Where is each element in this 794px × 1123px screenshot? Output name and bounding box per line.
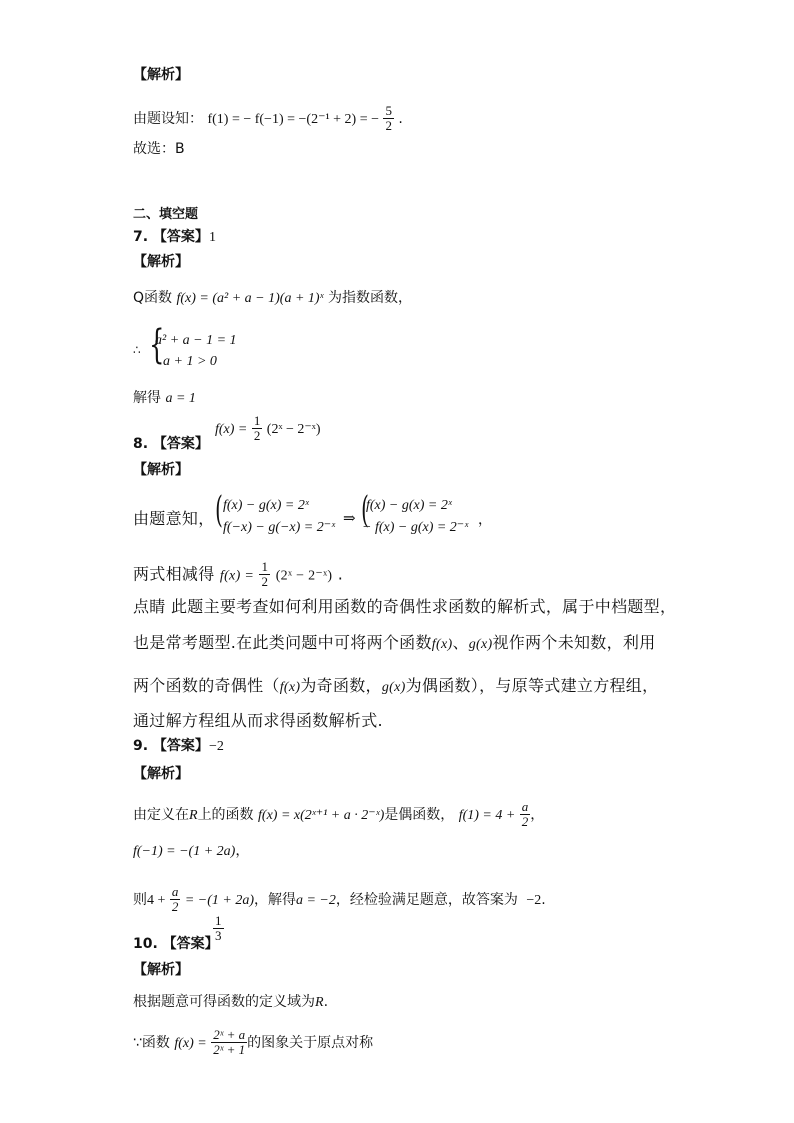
q9-line: 则4 + $\frac{a}{2}$ = −(1 + 2a)，解得a = −2，经检验满足题意，故答案为 −2. xyxy=(133,884,546,915)
therefore-symbol: ∴ xyxy=(133,343,141,357)
comment-line: 点睛 此题主要考查如何利用函数的奇偶性求函数的解析式，属于中档题型， xyxy=(133,597,677,616)
analysis-heading: 【解析】 xyxy=(133,67,189,83)
q7-analysis-heading: 【解析】 xyxy=(133,254,189,270)
q9-answer-line xyxy=(133,738,224,756)
formula: f(x) = xyxy=(219,568,255,584)
q10-line: ∵函数 f(x) = $\frac{\text{2ˣ + a}}{\text{2ˣ + 1}}$ 的图象关于原点对称 xyxy=(133,1027,374,1058)
formula: a = 1 xyxy=(165,391,196,406)
q9-line: f(−1) = −(1 + 2a)， xyxy=(133,843,250,859)
q8-line-text: 由题意知， xyxy=(133,509,215,528)
q9-analysis-heading: 【解析】 xyxy=(133,766,189,782)
text: 为指数函数， xyxy=(327,290,412,306)
q10-answer-line xyxy=(133,936,219,953)
system-brace: ( xyxy=(215,490,223,531)
text: Q函数 xyxy=(133,290,173,306)
system-eq-1: f(x) − g(x) = 2ˣ xyxy=(223,498,309,513)
q7-line xyxy=(133,290,412,308)
text: . xyxy=(398,110,403,127)
analysis-line xyxy=(133,104,403,134)
text: ， xyxy=(478,513,492,528)
system-eq-1: a² + a − 1 = 1 xyxy=(155,333,237,348)
comment-line: 也是常考题型.在此类问题中可将两个函数f(x)、g(x)视作两个未知数，利用 xyxy=(133,633,656,652)
choice-line: 故选：B xyxy=(133,141,185,157)
answer-label: 9. 【答案】 xyxy=(133,738,209,754)
answer-value: 1 xyxy=(208,230,216,245)
answer-label: 10. 【答案】 xyxy=(133,936,219,952)
system-eq-2: a + 1 > 0 xyxy=(163,354,217,369)
answer-label: 8. 【答案】 xyxy=(133,436,209,452)
text: 由题设知： xyxy=(133,110,203,127)
system-eq-2: − f(x) − g(x) = 2⁻ˣ xyxy=(362,520,469,535)
system-eq-2: f(−x) − g(−x) = 2⁻ˣ xyxy=(223,520,336,535)
fraction: $\frac{1}{2}$ xyxy=(261,559,269,590)
implies-symbol: ⇒ xyxy=(343,511,356,527)
q10-analysis-heading: 【解析】 xyxy=(133,962,189,978)
formula: f(1) = − f(−1) = −(2⁻¹ + 2) = − xyxy=(207,111,380,127)
text: 解得 xyxy=(133,390,161,406)
formula: f(x) = (a² + a − 1)(a + 1)ˣ xyxy=(176,291,324,306)
text: 两式相减得 xyxy=(133,564,215,584)
section-title: 二、填空题 xyxy=(133,207,199,222)
comment-line: 通过解方程组从而求得函数解析式. xyxy=(133,711,383,730)
q10-answer-fraction: $\frac{1}{3}$ xyxy=(215,913,222,944)
formula: (2ˣ − 2⁻ˣ) xyxy=(275,568,333,584)
text: . xyxy=(337,564,344,584)
fraction: $\frac{5}{2}$ xyxy=(385,103,392,134)
answer-value: −2 xyxy=(208,739,224,754)
comment-line: 两个函数的奇偶性（f(x)为奇函数，g(x)为偶函数），与原等式建立方程组， xyxy=(133,676,659,695)
q9-line: 由定义在R上的函数 f(x) = x(2ˣ⁺¹ + a · 2⁻ˣ)是偶函数， f(1) = 4 + $\frac{a}{2}$ ， xyxy=(133,799,545,830)
system-brace: { xyxy=(149,322,165,368)
q7-answer-line xyxy=(133,229,216,247)
q10-line: 根据题意可得函数的定义域为R. xyxy=(133,994,329,1010)
answer-label: 7. 【答案】 xyxy=(133,229,209,245)
q7-solution xyxy=(133,390,196,408)
q8-answer-line xyxy=(133,436,209,453)
system-brace: ( xyxy=(361,490,369,531)
q8-answer-formula: f(x) = $\frac{1}{2}$ (2ˣ − 2⁻ˣ) xyxy=(215,413,321,444)
q8-analysis-heading: 【解析】 xyxy=(133,462,189,478)
system-eq-1: f(x) − g(x) = 2ˣ xyxy=(366,498,452,513)
q8-result xyxy=(133,560,343,590)
